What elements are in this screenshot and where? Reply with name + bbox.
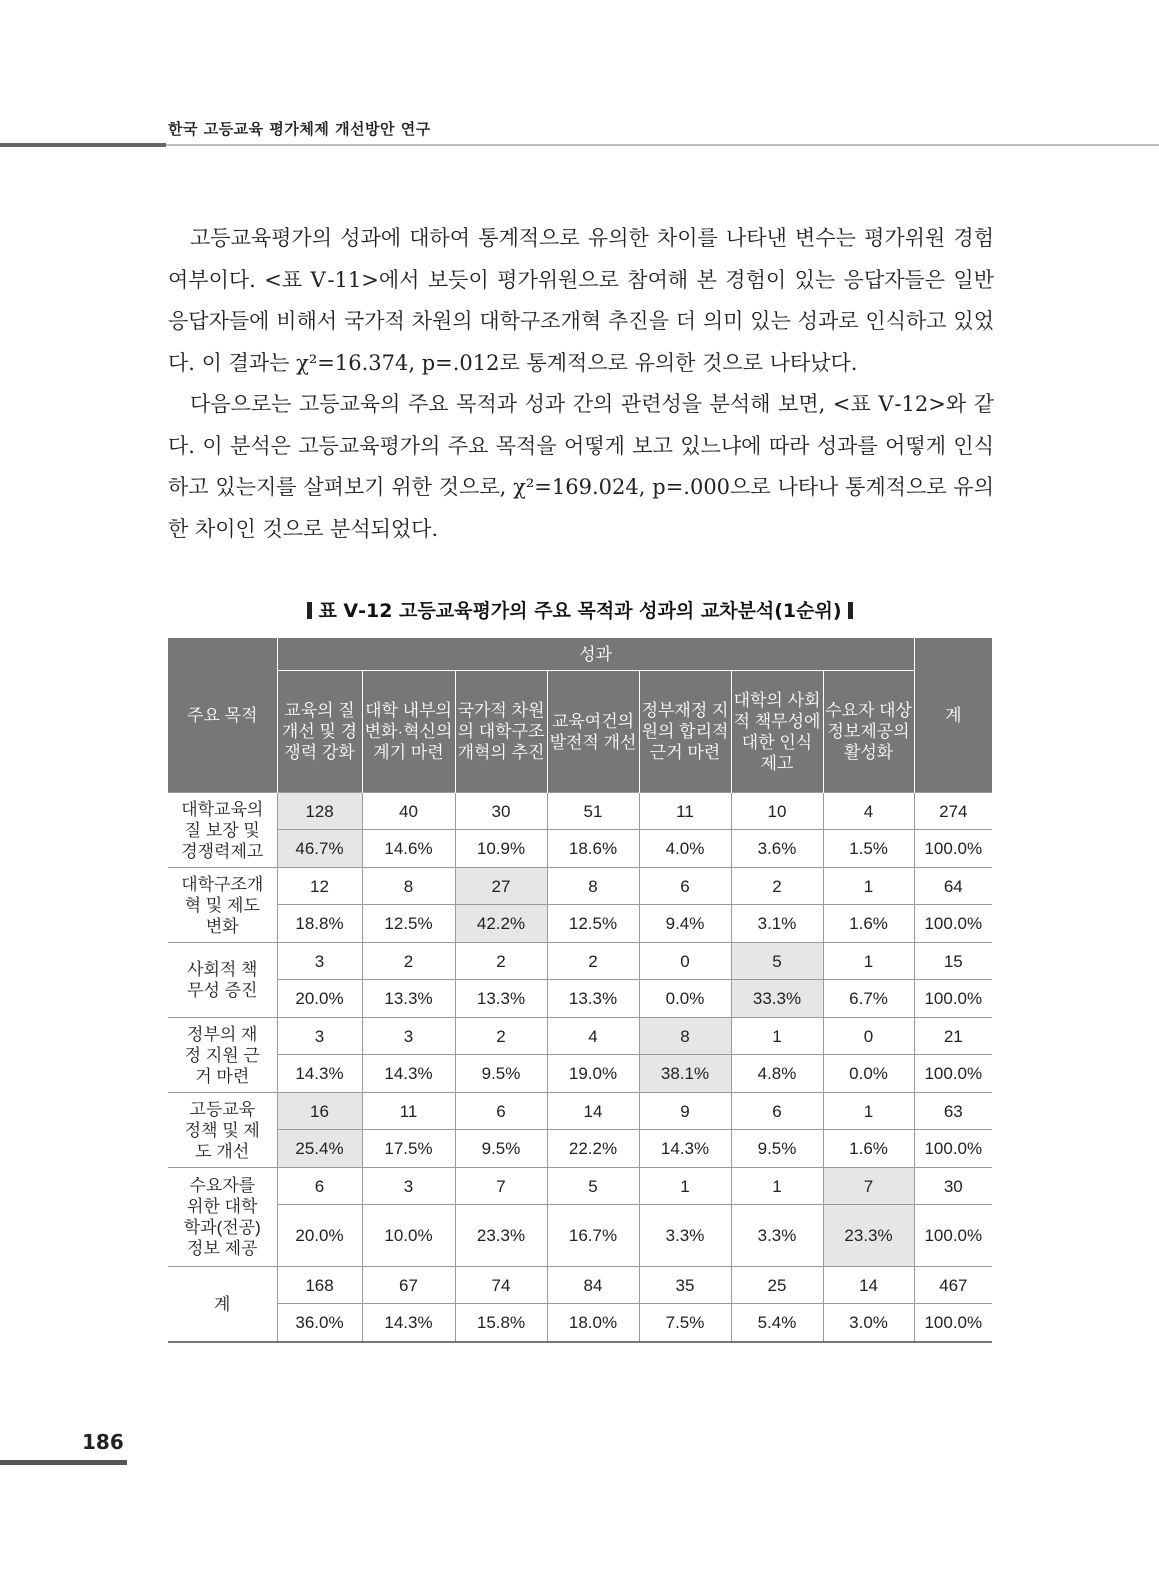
- count-cell: 3: [362, 1018, 455, 1055]
- percent-cell: 0.0%: [823, 1055, 914, 1093]
- percent-cell: 13.3%: [547, 980, 639, 1018]
- row-label: 고등교육 정책 및 제도 개선: [168, 1093, 277, 1168]
- percent-cell: 14.3%: [639, 1130, 731, 1168]
- row-label: 사회적 책무성 증진: [168, 943, 277, 1018]
- count-cell: 11: [639, 793, 731, 830]
- table-row: [168, 980, 992, 1018]
- running-header-title: 한국 고등교육 평가체제 개선방안 연구: [168, 120, 431, 138]
- count-cell: 5: [547, 1168, 639, 1205]
- table-row: [168, 1055, 992, 1093]
- row-label: 계: [168, 1267, 277, 1343]
- column-header-row: [168, 671, 992, 793]
- table-row: [168, 1093, 992, 1130]
- count-cell: 67: [362, 1267, 455, 1304]
- percent-cell: 19.0%: [547, 1055, 639, 1093]
- cross-tab-table: [168, 638, 992, 1343]
- percent-cell: 12.5%: [362, 905, 455, 943]
- table-row: [168, 905, 992, 943]
- count-cell: 14: [547, 1093, 639, 1130]
- percent-cell: 12.5%: [547, 905, 639, 943]
- count-cell: 35: [639, 1267, 731, 1304]
- percent-cell: 4.8%: [731, 1055, 823, 1093]
- column-header: 국가적 차원의 대학구조 개혁의 추진: [455, 671, 547, 793]
- percent-cell: 17.5%: [362, 1130, 455, 1168]
- count-cell: 4: [823, 793, 914, 830]
- count-cell: 3: [362, 1168, 455, 1205]
- percent-cell: 14.3%: [362, 1304, 455, 1343]
- count-cell: 8: [547, 868, 639, 905]
- table-body: [168, 793, 992, 1343]
- table-caption-text: 표 Ⅴ-12 고등교육평가의 주요 목적과 성과의 교차분석(1순위): [318, 600, 842, 622]
- row-total-count: 63: [914, 1093, 992, 1130]
- row-label: 대학구조개혁 및 제도 변화: [168, 868, 277, 943]
- table-row: [168, 1205, 992, 1267]
- count-cell: 84: [547, 1267, 639, 1304]
- group-header: 성과: [277, 638, 914, 671]
- percent-cell: 23.3%: [823, 1205, 914, 1267]
- count-cell: 6: [455, 1093, 547, 1130]
- percent-cell: 42.2%: [455, 905, 547, 943]
- header-rule-accent: [0, 143, 166, 147]
- percent-cell: 14.6%: [362, 830, 455, 868]
- percent-cell: 15.8%: [455, 1304, 547, 1343]
- percent-cell: 36.0%: [277, 1304, 362, 1343]
- percent-cell: 13.3%: [362, 980, 455, 1018]
- count-cell: 7: [823, 1168, 914, 1205]
- count-cell: 168: [277, 1267, 362, 1304]
- count-cell: 128: [277, 793, 362, 830]
- percent-cell: 10.0%: [362, 1205, 455, 1267]
- table-row: [168, 1267, 992, 1304]
- percent-cell: 7.5%: [639, 1304, 731, 1343]
- column-header: 대학 내부의 변화·혁신의 계기 마련: [362, 671, 455, 793]
- body-text: [168, 218, 994, 550]
- row-total-count: 274: [914, 793, 992, 830]
- count-cell: 5: [731, 943, 823, 980]
- count-cell: 1: [731, 1018, 823, 1055]
- percent-cell: 0.0%: [639, 980, 731, 1018]
- percent-cell: 3.3%: [639, 1205, 731, 1267]
- row-total-count: 21: [914, 1018, 992, 1055]
- percent-cell: 5.4%: [731, 1304, 823, 1343]
- count-cell: 1: [823, 943, 914, 980]
- count-cell: 10: [731, 793, 823, 830]
- table-row: [168, 1018, 992, 1055]
- row-total-count: 15: [914, 943, 992, 980]
- percent-cell: 9.5%: [455, 1130, 547, 1168]
- table-row: [168, 1168, 992, 1205]
- count-cell: 8: [639, 1018, 731, 1055]
- row-total-percent: 100.0%: [914, 1304, 992, 1343]
- count-cell: 2: [362, 943, 455, 980]
- count-cell: 1: [823, 868, 914, 905]
- count-cell: 6: [277, 1168, 362, 1205]
- column-header: 정부재정 지원의 합리적 근거 마련: [639, 671, 731, 793]
- count-cell: 2: [455, 1018, 547, 1055]
- percent-cell: 9.5%: [731, 1130, 823, 1168]
- percent-cell: 3.6%: [731, 830, 823, 868]
- percent-cell: 14.3%: [362, 1055, 455, 1093]
- percent-cell: 38.1%: [639, 1055, 731, 1093]
- count-cell: 16: [277, 1093, 362, 1130]
- paragraph: 고등교육평가의 성과에 대하여 통계적으로 유의한 차이를 나타낸 변수는 평가위원 경험 여부이다. <표 Ⅴ-11>에서 보듯이 평가위원으로 참여해 본 경험이 있는 응답자들은 일반 응답자들에 비해서 국가적 차원의 대학구조개혁 추진을 더 의미 있는 성과로 인식하고 있었다. 이 결과는 χ²=16.374, p=.012로 통계적으로 유의한 것으로 나타났다.: [168, 226, 994, 375]
- percent-cell: 18.0%: [547, 1304, 639, 1343]
- row-label: 수요자를 위한 대학 학과(전공) 정보 제공: [168, 1168, 277, 1267]
- percent-cell: 10.9%: [455, 830, 547, 868]
- table-row: [168, 793, 992, 830]
- count-cell: 9: [639, 1093, 731, 1130]
- percent-cell: 1.6%: [823, 1130, 914, 1168]
- row-total-percent: 100.0%: [914, 1055, 992, 1093]
- row-total-percent: 100.0%: [914, 980, 992, 1018]
- count-cell: 14: [823, 1267, 914, 1304]
- percent-cell: 1.6%: [823, 905, 914, 943]
- table-row: [168, 1130, 992, 1168]
- percent-cell: 46.7%: [277, 830, 362, 868]
- count-cell: 74: [455, 1267, 547, 1304]
- row-total-percent: 100.0%: [914, 905, 992, 943]
- percent-cell: 9.5%: [455, 1055, 547, 1093]
- percent-cell: 3.1%: [731, 905, 823, 943]
- percent-cell: 1.5%: [823, 830, 914, 868]
- count-cell: 1: [823, 1093, 914, 1130]
- row-total-count: 30: [914, 1168, 992, 1205]
- count-cell: 12: [277, 868, 362, 905]
- count-cell: 4: [547, 1018, 639, 1055]
- percent-cell: 20.0%: [277, 980, 362, 1018]
- count-cell: 7: [455, 1168, 547, 1205]
- count-cell: 1: [639, 1168, 731, 1205]
- percent-cell: 20.0%: [277, 1205, 362, 1267]
- count-cell: 51: [547, 793, 639, 830]
- row-total-percent: 100.0%: [914, 1130, 992, 1168]
- count-cell: 6: [731, 1093, 823, 1130]
- table-row: [168, 830, 992, 868]
- total-header: 계: [914, 638, 992, 793]
- percent-cell: 23.3%: [455, 1205, 547, 1267]
- count-cell: 1: [731, 1168, 823, 1205]
- count-cell: 2: [547, 943, 639, 980]
- percent-cell: 3.0%: [823, 1304, 914, 1343]
- count-cell: 3: [277, 943, 362, 980]
- percent-cell: 14.3%: [277, 1055, 362, 1093]
- page-number-bar: [0, 1460, 127, 1465]
- count-cell: 0: [823, 1018, 914, 1055]
- count-cell: 11: [362, 1093, 455, 1130]
- percent-cell: 3.3%: [731, 1205, 823, 1267]
- count-cell: 0: [639, 943, 731, 980]
- page-number: 186: [82, 1430, 124, 1454]
- row-header: 주요 목적: [168, 638, 277, 793]
- row-total-percent: 100.0%: [914, 1205, 992, 1267]
- row-total-count: 467: [914, 1267, 992, 1304]
- table-row: [168, 868, 992, 905]
- percent-cell: 18.8%: [277, 905, 362, 943]
- caption-mark: [848, 602, 853, 619]
- column-header: 교육의 질 개선 및 경쟁력 강화: [277, 671, 362, 793]
- percent-cell: 33.3%: [731, 980, 823, 1018]
- count-cell: 40: [362, 793, 455, 830]
- row-label: 정부의 재정 지원 근거 마련: [168, 1018, 277, 1093]
- count-cell: 8: [362, 868, 455, 905]
- percent-cell: 22.2%: [547, 1130, 639, 1168]
- percent-cell: 18.6%: [547, 830, 639, 868]
- table-row: [168, 943, 992, 980]
- percent-cell: 16.7%: [547, 1205, 639, 1267]
- percent-cell: 9.4%: [639, 905, 731, 943]
- table-row: [168, 1304, 992, 1343]
- percent-cell: 13.3%: [455, 980, 547, 1018]
- caption-mark: [307, 602, 312, 619]
- column-header: 대학의 사회적 책무성에 대한 인식 제고: [731, 671, 823, 793]
- percent-cell: 6.7%: [823, 980, 914, 1018]
- row-total-percent: 100.0%: [914, 830, 992, 868]
- count-cell: 2: [731, 868, 823, 905]
- count-cell: 2: [455, 943, 547, 980]
- column-header: 수요자 대상 정보제공의 활성화: [823, 671, 914, 793]
- percent-cell: 25.4%: [277, 1130, 362, 1168]
- column-header: 교육여건의 발전적 개선: [547, 671, 639, 793]
- count-cell: 30: [455, 793, 547, 830]
- percent-cell: 4.0%: [639, 830, 731, 868]
- paragraph: 다음으로는 고등교육의 주요 목적과 성과 간의 관련성을 분석해 보면, <표 Ⅴ-12>와 같다. 이 분석은 고등교육평가의 주요 목적을 어떻게 보고 있느냐에 따라 성과를 어떻게 인식하고 있는지를 살펴보기 위한 것으로, χ²=169.024, p=.000으로 나타나 통계적으로 유의한 차이인 것으로 분석되었다.: [168, 392, 994, 541]
- count-cell: 27: [455, 868, 547, 905]
- count-cell: 6: [639, 868, 731, 905]
- count-cell: 3: [277, 1018, 362, 1055]
- header-rule: [166, 144, 1159, 146]
- table-caption: [168, 596, 992, 623]
- row-total-count: 64: [914, 868, 992, 905]
- row-label: 대학교육의 질 보장 및 경쟁력제고: [168, 793, 277, 868]
- count-cell: 25: [731, 1267, 823, 1304]
